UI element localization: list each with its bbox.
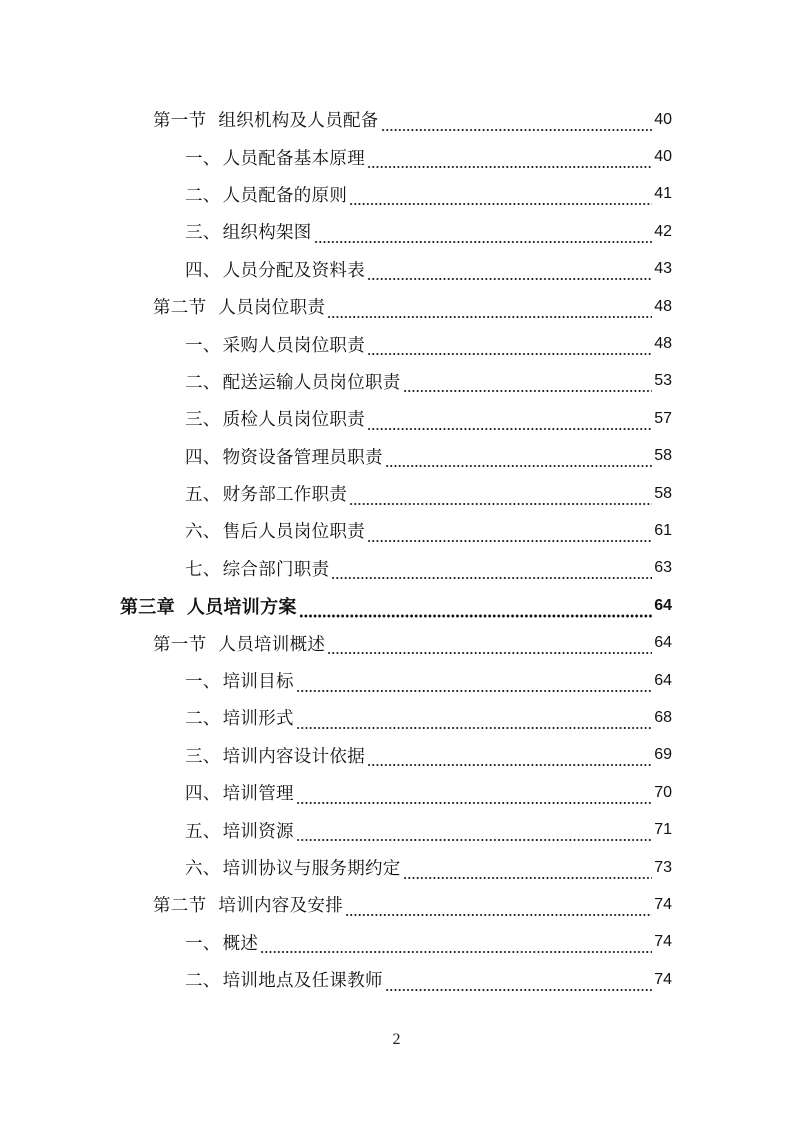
toc-entry-label bbox=[120, 593, 297, 619]
toc-entry-label bbox=[185, 780, 294, 805]
toc-row-item[interactable] bbox=[0, 475, 793, 512]
toc-entry-title: 物资设备管理员职责 bbox=[222, 447, 383, 468]
toc-row-section[interactable] bbox=[0, 624, 793, 661]
toc-entry-page: 58 bbox=[654, 484, 672, 502]
table-of-contents bbox=[0, 101, 793, 998]
dot-leader bbox=[385, 974, 652, 992]
toc-entry-label bbox=[185, 257, 365, 282]
toc-row-item[interactable] bbox=[0, 363, 793, 400]
toc-entry-label bbox=[153, 892, 343, 917]
toc-entry-label bbox=[185, 182, 347, 207]
toc-entry-number: 六、 bbox=[185, 522, 221, 543]
dot-leader bbox=[367, 338, 652, 356]
toc-entry[interactable] bbox=[185, 774, 672, 811]
toc-entry-title: 概述 bbox=[222, 933, 259, 954]
dot-leader bbox=[296, 824, 652, 842]
toc-row-item[interactable] bbox=[0, 774, 793, 811]
toc-entry-number: 第二节 bbox=[153, 896, 207, 917]
toc-entry-page: 64 bbox=[654, 596, 672, 614]
toc-entry-number: 一、 bbox=[185, 672, 221, 693]
toc-entry[interactable] bbox=[185, 662, 672, 699]
toc-entry-number: 三、 bbox=[185, 223, 221, 244]
dot-leader bbox=[349, 488, 652, 506]
toc-entry-title: 组织构架图 bbox=[222, 223, 312, 244]
toc-entry-page: 73 bbox=[654, 858, 672, 876]
toc-row-item[interactable] bbox=[0, 176, 793, 213]
toc-row-item[interactable] bbox=[0, 811, 793, 848]
toc-entry-label bbox=[185, 668, 294, 693]
dot-leader bbox=[331, 562, 652, 580]
toc-entry-number: 三、 bbox=[185, 410, 221, 431]
toc-entry-title: 采购人员岗位职责 bbox=[222, 335, 366, 356]
toc-entry-page: 61 bbox=[654, 521, 672, 539]
dot-leader bbox=[260, 936, 652, 954]
dot-leader bbox=[403, 375, 653, 393]
dot-leader bbox=[367, 263, 652, 281]
dot-leader bbox=[367, 413, 652, 431]
toc-entry-page: 70 bbox=[654, 783, 672, 801]
toc-entry-number: 一、 bbox=[185, 148, 221, 169]
toc-entry-label bbox=[153, 107, 379, 132]
toc-entry-number: 四、 bbox=[185, 447, 221, 468]
toc-row-item[interactable] bbox=[0, 325, 793, 362]
toc-entry[interactable] bbox=[185, 961, 672, 998]
toc-entry-label bbox=[185, 818, 294, 843]
toc-entry[interactable] bbox=[153, 624, 672, 661]
toc-entry-number: 四、 bbox=[185, 784, 221, 805]
toc-entry[interactable] bbox=[185, 849, 672, 886]
toc-entry-page: 58 bbox=[654, 447, 672, 465]
toc-row-item[interactable] bbox=[0, 924, 793, 961]
toc-entry[interactable] bbox=[120, 587, 672, 624]
dot-leader bbox=[385, 450, 652, 468]
toc-entry-title: 组织机构及人员配备 bbox=[218, 111, 379, 132]
toc-entry-page: 64 bbox=[654, 671, 672, 689]
toc-entry-page: 42 bbox=[654, 222, 672, 240]
toc-entry-title: 培训内容设计依据 bbox=[222, 746, 366, 767]
toc-entry-page: 48 bbox=[654, 297, 672, 315]
toc-entry[interactable] bbox=[153, 886, 672, 923]
toc-row-item[interactable] bbox=[0, 213, 793, 250]
dot-leader bbox=[299, 600, 652, 618]
toc-entry-page: 57 bbox=[654, 409, 672, 427]
toc-entry-label bbox=[185, 518, 365, 543]
toc-entry[interactable] bbox=[185, 438, 672, 475]
toc-entry-title: 人员分配及资料表 bbox=[222, 260, 366, 281]
toc-entry-label bbox=[185, 369, 401, 394]
toc-entry-title: 培训协议与服务期约定 bbox=[222, 859, 401, 879]
toc-entry-title: 培训资源 bbox=[222, 821, 294, 842]
toc-entry[interactable] bbox=[185, 213, 672, 250]
dot-leader bbox=[296, 787, 652, 805]
toc-entry[interactable] bbox=[185, 325, 672, 362]
dot-leader bbox=[367, 749, 652, 767]
toc-entry-title: 培训内容及安排 bbox=[218, 896, 344, 917]
toc-entry-number: 五、 bbox=[185, 485, 221, 506]
dot-leader bbox=[327, 301, 652, 319]
toc-row-section[interactable] bbox=[0, 886, 793, 923]
toc-entry-number: 六、 bbox=[185, 859, 221, 879]
toc-entry-number: 二、 bbox=[185, 185, 221, 206]
toc-entry-title: 人员培训方案 bbox=[186, 596, 297, 618]
toc-entry-page: 68 bbox=[654, 708, 672, 726]
page-number: 2 bbox=[392, 1031, 401, 1048]
toc-entry-number: 四、 bbox=[185, 260, 221, 281]
dot-leader bbox=[381, 114, 653, 132]
toc-entry-number: 三、 bbox=[185, 746, 221, 767]
dot-leader bbox=[367, 525, 652, 543]
toc-entry-page: 74 bbox=[654, 895, 672, 913]
toc-entry-number: 第三章 bbox=[120, 596, 175, 618]
toc-entry-title: 综合部门职责 bbox=[222, 559, 330, 580]
toc-entry[interactable] bbox=[185, 737, 672, 774]
toc-entry-label bbox=[185, 219, 312, 244]
toc-entry-page: 48 bbox=[654, 335, 672, 353]
toc-row-item[interactable] bbox=[0, 438, 793, 475]
toc-entry-number: 一、 bbox=[185, 933, 221, 954]
toc-row-chapter[interactable] bbox=[0, 587, 793, 624]
toc-row-item[interactable] bbox=[0, 400, 793, 437]
toc-row-item[interactable] bbox=[0, 961, 793, 998]
toc-row-item[interactable] bbox=[0, 849, 793, 886]
toc-entry[interactable] bbox=[185, 363, 672, 400]
toc-entry[interactable] bbox=[185, 924, 672, 961]
toc-entry-page: 64 bbox=[654, 634, 672, 652]
toc-entry-title: 财务部工作职责 bbox=[222, 485, 348, 506]
toc-entry-number: 五、 bbox=[185, 821, 221, 842]
toc-entry-label bbox=[185, 145, 365, 170]
dot-leader bbox=[345, 899, 652, 917]
dot-leader bbox=[349, 188, 652, 206]
toc-row-item[interactable] bbox=[0, 512, 793, 549]
toc-entry-number: 第二节 bbox=[153, 298, 207, 319]
toc-entry[interactable] bbox=[185, 550, 672, 587]
dot-leader bbox=[327, 637, 652, 655]
toc-row-item[interactable] bbox=[0, 251, 793, 288]
toc-entry-title: 配送运输人员岗位职责 bbox=[222, 372, 401, 393]
toc-entry-page: 41 bbox=[654, 185, 672, 203]
toc-entry-label bbox=[185, 743, 365, 768]
toc-entry-number: 一、 bbox=[185, 335, 221, 356]
toc-entry-label bbox=[185, 481, 347, 506]
toc-entry[interactable] bbox=[185, 251, 672, 288]
toc-entry-title: 培训地点及任课教师 bbox=[222, 971, 383, 992]
toc-entry-label bbox=[185, 967, 383, 992]
toc-row-item[interactable] bbox=[0, 662, 793, 699]
toc-entry-title: 培训管理 bbox=[222, 784, 294, 805]
toc-entry-page: 40 bbox=[654, 148, 672, 166]
toc-entry[interactable] bbox=[185, 512, 672, 549]
toc-entry-title: 人员岗位职责 bbox=[218, 298, 326, 319]
toc-entry-label bbox=[185, 556, 329, 581]
dot-leader bbox=[314, 226, 653, 244]
toc-entry-title: 人员配备基本原理 bbox=[222, 148, 366, 169]
toc-entry[interactable] bbox=[185, 176, 672, 213]
toc-row-item[interactable] bbox=[0, 550, 793, 587]
toc-entry-label bbox=[185, 855, 401, 880]
toc-entry-number: 第一节 bbox=[153, 111, 207, 132]
toc-entry-number: 二、 bbox=[185, 709, 221, 730]
toc-entry-page: 71 bbox=[654, 821, 672, 839]
dot-leader bbox=[296, 712, 652, 730]
toc-entry-number: 二、 bbox=[185, 372, 221, 393]
toc-entry-label bbox=[185, 930, 258, 955]
toc-entry[interactable] bbox=[185, 138, 672, 175]
toc-entry[interactable] bbox=[185, 811, 672, 848]
dot-leader bbox=[403, 862, 653, 880]
toc-entry-title: 人员配备的原则 bbox=[222, 185, 348, 206]
toc-row-item[interactable] bbox=[0, 699, 793, 736]
toc-entry[interactable] bbox=[153, 101, 672, 138]
toc-entry-page: 63 bbox=[654, 559, 672, 577]
toc-entry-number: 七、 bbox=[185, 559, 221, 580]
dot-leader bbox=[367, 151, 652, 169]
toc-row-item[interactable] bbox=[0, 138, 793, 175]
toc-entry-page: 69 bbox=[654, 746, 672, 764]
toc-entry-title: 培训目标 bbox=[222, 672, 294, 693]
toc-entry-page: 53 bbox=[654, 372, 672, 390]
toc-entry[interactable] bbox=[185, 699, 672, 736]
toc-entry-page: 40 bbox=[654, 110, 672, 128]
toc-entry-label bbox=[153, 294, 325, 319]
toc-entry-label bbox=[185, 332, 365, 357]
toc-entry-page: 74 bbox=[654, 970, 672, 988]
dot-leader bbox=[296, 675, 652, 693]
toc-row-section[interactable] bbox=[0, 288, 793, 325]
toc-entry-title: 培训形式 bbox=[222, 709, 294, 730]
toc-entry-page: 74 bbox=[654, 933, 672, 951]
toc-entry[interactable] bbox=[185, 475, 672, 512]
toc-entry-number: 二、 bbox=[185, 971, 221, 992]
toc-entry-page: 43 bbox=[654, 260, 672, 278]
toc-row-item[interactable] bbox=[0, 737, 793, 774]
toc-entry-title: 人员培训概述 bbox=[218, 634, 326, 655]
toc-entry-title: 售后人员岗位职责 bbox=[222, 522, 366, 543]
toc-entry-number: 第一节 bbox=[153, 634, 207, 655]
toc-entry-title: 质检人员岗位职责 bbox=[222, 410, 366, 431]
toc-entry-label bbox=[185, 444, 383, 469]
toc-entry[interactable] bbox=[153, 288, 672, 325]
toc-entry-label bbox=[185, 406, 365, 431]
toc-entry[interactable] bbox=[185, 400, 672, 437]
toc-entry-label bbox=[153, 631, 325, 656]
toc-entry-label bbox=[185, 705, 294, 730]
toc-row-section[interactable] bbox=[0, 101, 793, 138]
